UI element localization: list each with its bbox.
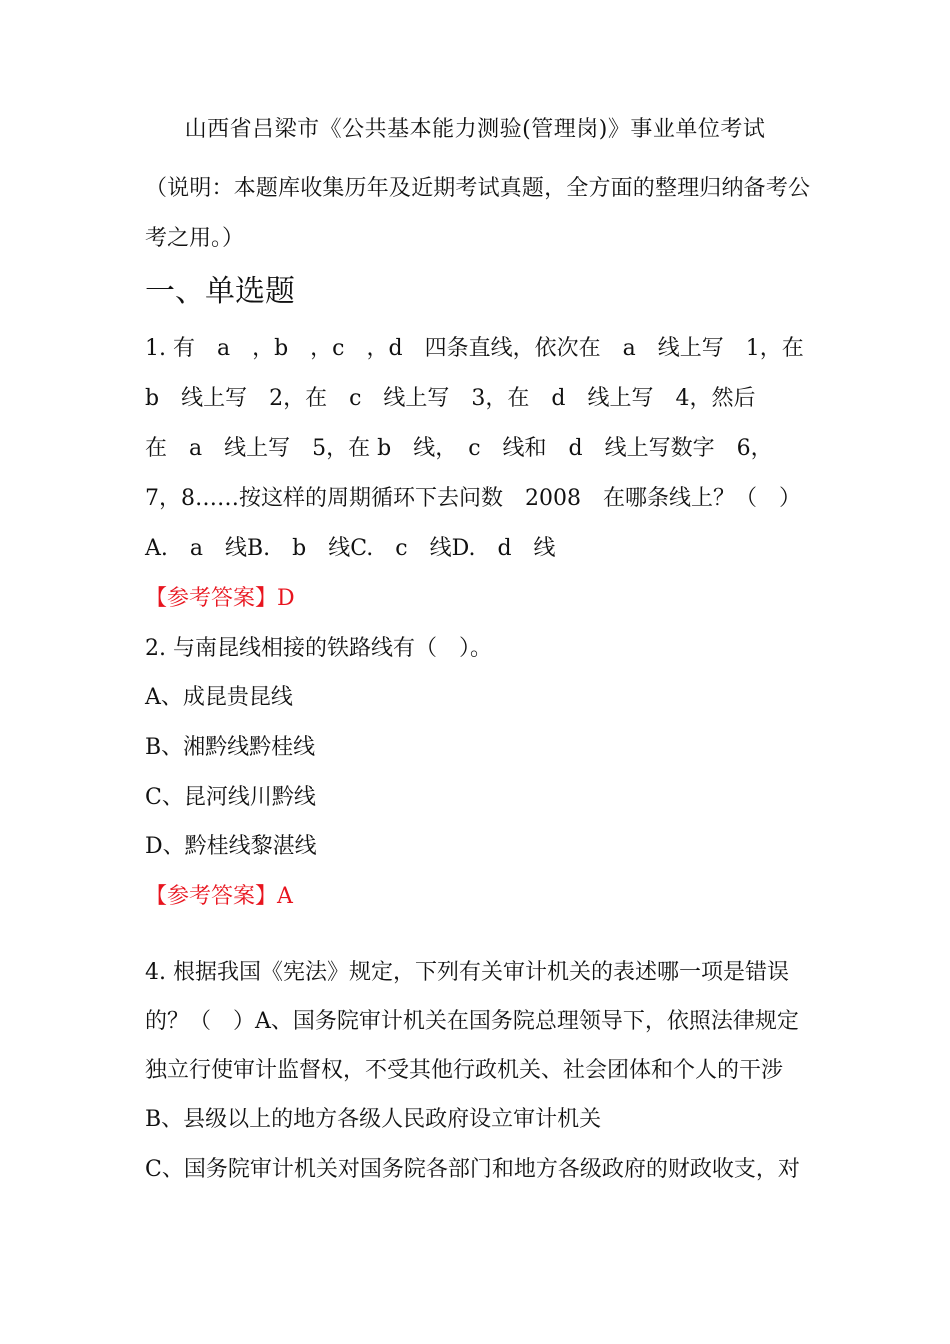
question-2-option-a: A、成昆贵昆线 xyxy=(145,685,293,710)
question-1-line-2: b 线上写 2，在 c 线上写 3，在 d 线上写 4，然后 xyxy=(145,386,756,411)
question-1-line-1: 1. 有 a ，b ，c ，d 四条直线，依次在 a 线上写 1，在 xyxy=(145,336,804,361)
question-1-options: A. a 线B. b 线C. c 线D. d 线 xyxy=(145,536,556,561)
question-2-option-c: C、昆河线川黔线 xyxy=(145,785,316,810)
question-4-line-5: C、国务院审计机关对国务院各部门和地方各级政府的财政收支，对 xyxy=(145,1157,800,1182)
question-1-answer: 【参考答案】D xyxy=(145,586,295,611)
document-title: 山西省吕梁市《公共基本能力测验(管理岗)》事业单位考试 xyxy=(184,117,766,142)
question-1-line-3: 在 a 线上写 5，在 b 线， c 线和 d 线上写数字 6， xyxy=(145,436,773,461)
question-2-stem: 2. 与南昆线相接的铁路线有（ ）。 xyxy=(145,636,492,661)
question-4-line-2: 的？（ ）A、国务院审计机关在国务院总理领导下，依照法律规定 xyxy=(145,1009,799,1034)
question-4-line-3: 独立行使审计监督权，不受其他行政机关、社会团体和个人的干涉 xyxy=(145,1058,784,1083)
question-2-answer: 【参考答案】A xyxy=(145,884,293,909)
question-4-line-1: 4. 根据我国《宪法》规定，下列有关审计机关的表述哪一项是错误 xyxy=(145,960,789,985)
document-note: （说明：本题库收集历年及近期考试真题，全方面的整理归纳备考公考之用。） xyxy=(145,176,810,251)
question-1-line-4: 7，8……按这样的周期循环下去问数 2008 在哪条线上？（ ） xyxy=(145,486,801,511)
question-4-line-4: B、县级以上的地方各级人民政府设立审计机关 xyxy=(145,1107,602,1132)
question-2-option-b: B、湘黔线黔桂线 xyxy=(145,735,316,760)
question-2-option-d: D、黔桂线黎湛线 xyxy=(145,834,317,859)
section-heading: 一、单选题 xyxy=(145,274,295,309)
